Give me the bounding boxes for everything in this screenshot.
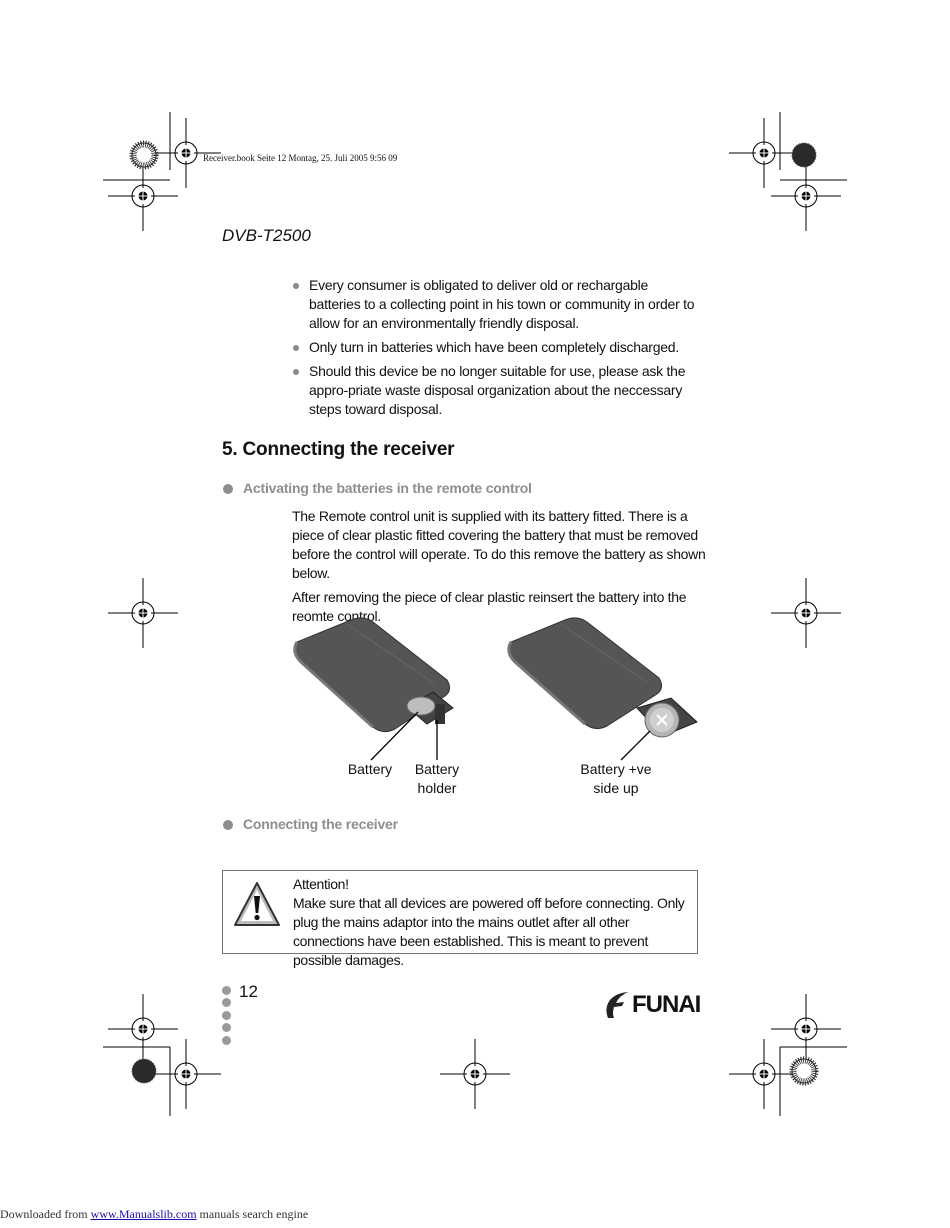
label-battery: Battery [347, 761, 393, 777]
label-line: holder [417, 780, 457, 796]
remote-control-icon [509, 618, 662, 729]
attention-text [293, 875, 695, 970]
footer-suffix: manuals search engine [196, 1207, 309, 1221]
paragraph: After removing the piece of clear plastic reinsert the battery into the reomte control. [292, 589, 687, 624]
remote-battery-figure [285, 612, 715, 762]
download-footer [0, 1207, 308, 1222]
label-line: side up [593, 780, 639, 796]
bullet-dot [223, 820, 233, 830]
list-item: Only turn in batteries which have been completely discharged. [292, 338, 702, 357]
dot [222, 1023, 231, 1032]
battery-icon [407, 697, 435, 715]
footer-prefix: Downloaded from [0, 1207, 91, 1221]
attention-title: Attention! [293, 876, 349, 892]
disposal-bullet-list [292, 276, 702, 424]
bullet-dot [223, 484, 233, 494]
label-line: Battery [414, 761, 460, 777]
dot [222, 1036, 231, 1045]
brand-name: FUNAI [632, 991, 701, 1018]
model-name: DVB-T2500 [222, 226, 311, 245]
dot [222, 986, 231, 995]
battery-icon [645, 703, 679, 737]
label-battery-positive [566, 760, 666, 798]
print-slug: Receiver.book Seite 12 Montag, 25. Juli 2005 9:56 09 [203, 153, 398, 163]
manualslib-link[interactable]: www.Manualslib.com [90, 1207, 197, 1221]
subheading-connecting: Connecting the receiver [243, 816, 398, 832]
attention-body: Make sure that all devices are powered off before connecting. Only plug the mains adaptor into the mains outlet after all other connections have been established. This is meant to prevent possible damages. [293, 895, 685, 968]
dot [222, 1011, 231, 1020]
page-number: 12 [239, 982, 258, 1001]
funai-logo-icon [602, 990, 632, 1020]
subheading-activating: Activating the batteries in the remote control [243, 480, 532, 496]
dot [222, 998, 231, 1007]
list-item: Should this device be no longer suitable for use, please ask the appro-priate waste disposal organization about the neccessary steps toward disposal. [292, 362, 702, 419]
label-battery-holder [405, 760, 469, 798]
warning-icon [232, 880, 282, 928]
paragraph: The Remote control unit is supplied with its battery fitted. There is a piece of clear plastic fitted covering the battery that must be removed before the control will operate. To do this remove the battery as shown below. [292, 508, 706, 581]
attention-box [222, 870, 698, 968]
list-item: Every consumer is obligated to deliver old or rechargable batteries to a collecting point in his town or community in order to allow for an environmentally friendly disposal. [292, 276, 702, 333]
section-title: 5. Connecting the receiver [222, 439, 455, 460]
label-line: Battery +ve [580, 761, 652, 777]
